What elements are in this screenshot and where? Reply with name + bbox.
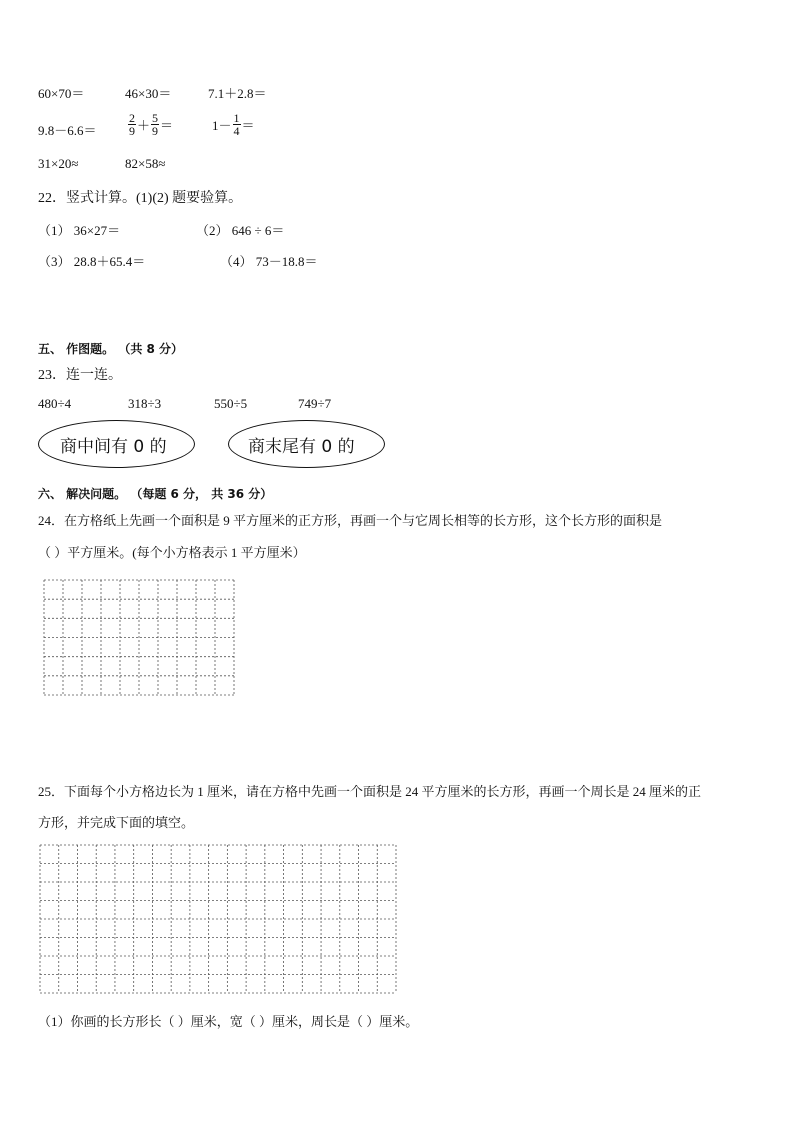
oral-row3-item2: 82×58≈ bbox=[125, 156, 166, 171]
q25-line1: 25．下面每个小方格边长为 1 厘米，请在方格中先画一个面积是 24 平方厘米的长方形，再画一个周长是 24 厘米的正 bbox=[38, 784, 702, 799]
oral-row1-item2: 46×30＝ bbox=[125, 86, 172, 101]
oral-row2-item2 bbox=[127, 112, 173, 137]
q23-title: 23．连一连。 bbox=[38, 368, 122, 383]
oral-row3-item1: 31×20≈ bbox=[38, 156, 79, 171]
q24-line2: （ ）平方厘米。(每个小方格表示 1 平方厘米） bbox=[38, 545, 306, 560]
q23-oval-end-zero-label: 商末尾有 0 的 bbox=[248, 437, 355, 457]
q22-item3: （3） 28.8＋65.4＝ bbox=[38, 254, 146, 269]
fraction-1-4: $\frac{1}{4}$ bbox=[233, 111, 240, 138]
oral-row1-item3: 7.1＋2.8＝ bbox=[208, 86, 267, 101]
fraction-2-9: $\frac{2}{9}$ bbox=[129, 111, 135, 138]
oral-row1-item1: 60×70＝ bbox=[38, 86, 85, 101]
one-minus: 1－ bbox=[212, 118, 232, 133]
q22-item2: （2） 646 ÷ 6＝ bbox=[196, 223, 285, 238]
q22-item4: （4） 73－18.8＝ bbox=[220, 254, 318, 269]
oral-row2-item3 bbox=[212, 112, 255, 137]
q24-grid[interactable] bbox=[44, 580, 234, 695]
q25-answer: （1）你画的长方形长（ ）厘米，宽（ ）厘米，周长是（ ）厘米。 bbox=[38, 1014, 419, 1029]
equals-sign: ＝ bbox=[241, 118, 255, 133]
section6-title: 六、 解决问题。 （每题 6 分， 共 36 分） bbox=[38, 487, 273, 501]
q24-line1: 24．在方格纸上先画一个面积是 9 平方厘米的正方形，再画一个与它周长相等的长方形，这个长方形的面积是 bbox=[38, 513, 663, 528]
fraction-5-9: $\frac{5}{9}$ bbox=[152, 111, 159, 138]
q23-expr-3: 550÷5 bbox=[214, 396, 248, 411]
q25-line2: 方形，并完成下面的填空。 bbox=[38, 815, 195, 830]
q22-title: 22．竖式计算。(1)(2) 题要验算。 bbox=[38, 191, 243, 206]
q23-expr-2: 318÷3 bbox=[128, 396, 162, 411]
q22-item1: （1） 36×27＝ bbox=[38, 223, 121, 238]
q23-expr-1: 480÷4 bbox=[38, 396, 72, 411]
q23-oval-middle-zero-label: 商中间有 0 的 bbox=[60, 437, 167, 457]
equals-sign: ＝ bbox=[160, 118, 174, 133]
q25-grid[interactable] bbox=[40, 845, 396, 993]
q23-expr-4: 749÷7 bbox=[298, 396, 332, 411]
oral-row2-item1: 9.8－6.6＝ bbox=[38, 123, 97, 138]
plus-sign: ＋ bbox=[137, 118, 151, 133]
section5-title: 五、 作图题。 （共 8 分） bbox=[38, 342, 184, 356]
